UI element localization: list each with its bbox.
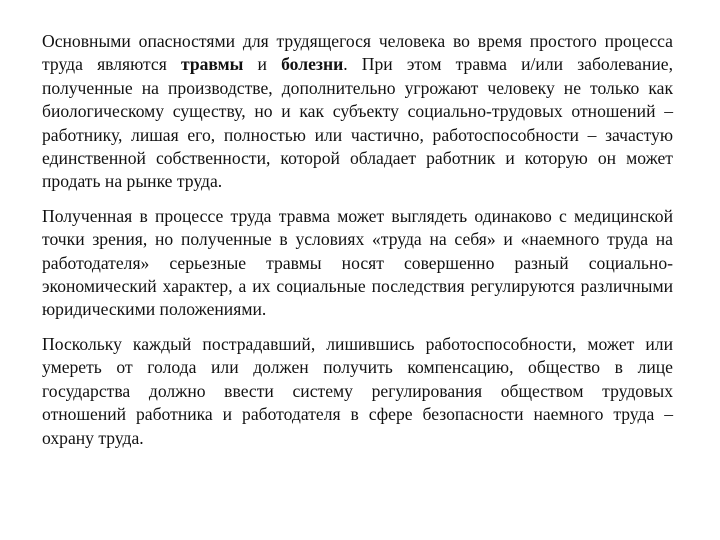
- paragraph-hazards-intro: Основными опасностями для трудящегося человека во время простого процесса труда являются: [42, 31, 673, 75]
- term-injuries: травмы: [180, 54, 244, 75]
- paragraph-hazards-connector: и: [243, 54, 282, 75]
- document-body: [42, 30, 673, 461]
- paragraph-hazards-rest: . При этом травма и/или заболевание, полученные на производстве, дополнительно угрожают человеку не только как биологическому существу, но и как субъекту социально-трудовых отношений – работнику, лишая его, полностью или частично, работоспособности – зачастую единственной собственности, которой обладает работник и которую он может продать на рынке труда.: [42, 54, 673, 192]
- term-diseases: болезни: [281, 54, 344, 75]
- paragraph-injury-character: Полученная в процессе труда травма может выглядеть одинаково с медицинской точки зрения, но полученные в условиях «труда на себя» и «наемного труда на работодателя» серьезные травмы носят совершенно разный социально-экономический характер, а их социальные последствия регулируются различными юридическими положениями.: [42, 205, 673, 320]
- paragraph-labor-protection: Поскольку каждый пострадавший, лишившись работоспособности, может или умереть от голода или должен получить компенсацию, общество в лице государства должно ввести систему регулирования обществом трудовых отношений работника и работодателя в сфере безопасности наемного труда – охрану труда.: [42, 333, 673, 448]
- paragraph-hazards: [42, 30, 673, 194]
